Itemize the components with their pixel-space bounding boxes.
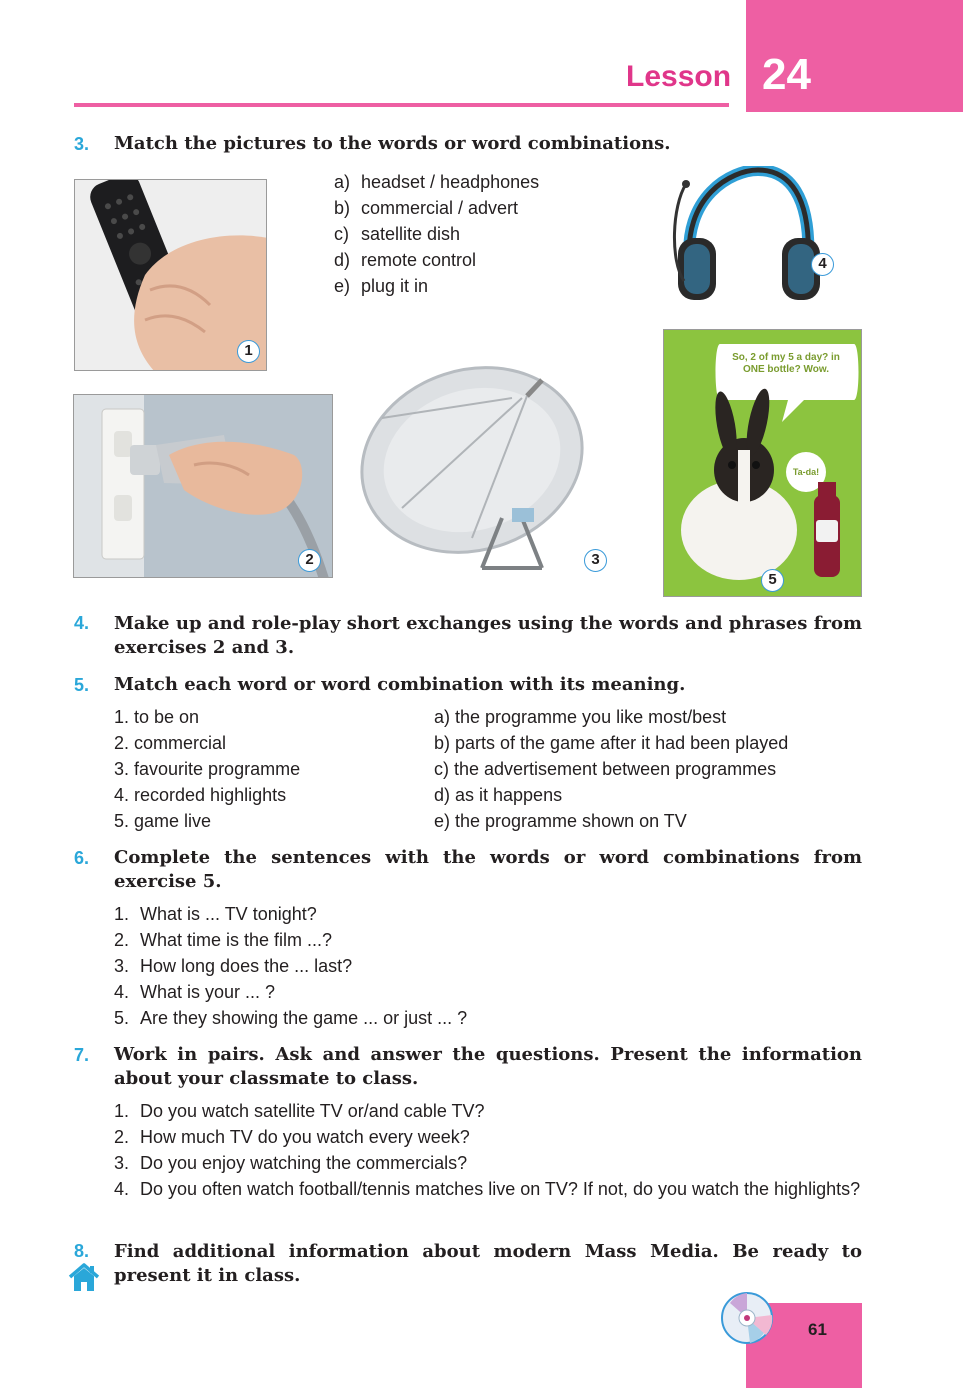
exercise-5-meanings — [434, 704, 788, 834]
list-item: e) plug it in — [334, 276, 429, 296]
list-item: 2. How much TV do you watch every week? — [114, 1127, 470, 1147]
picture-label-4: 4 — [811, 253, 834, 276]
exercise-3-title: Match the pictures to the words or word combinations. — [114, 133, 671, 154]
list-item: 4. recorded highlights — [114, 785, 287, 805]
list-item: c) satellite dish — [334, 224, 461, 244]
list-item: e) the programme shown on TV — [434, 811, 687, 831]
list-item: 5. game live — [114, 811, 212, 831]
list-item: 3. How long does the ... last? — [114, 956, 353, 976]
exercise-4-number: 4. — [74, 613, 90, 633]
satellite-dish-illustration — [352, 358, 610, 580]
list-item: a) headset / headphones — [334, 172, 540, 192]
exercise-5-title: Match each word or word combination with its meaning. — [114, 674, 686, 695]
exercise-3-word-list — [334, 169, 539, 299]
list-item: d) remote control — [334, 250, 477, 270]
header-rule — [74, 103, 729, 107]
home-icon — [68, 1262, 100, 1292]
advert-small-bubble-text: Ta-da! — [792, 467, 820, 477]
list-item: b) commercial / advert — [334, 198, 519, 218]
list-item: 1. What is ... TV tonight? — [114, 904, 317, 924]
remote-control-photo — [74, 179, 267, 371]
cd-disc-icon — [720, 1291, 774, 1345]
picture-label-2: 2 — [298, 549, 321, 572]
exercise-4-title: Make up and role-play short exchanges using the words and phrases from exercises 2 and 3. — [114, 613, 862, 658]
plug-photo — [73, 394, 333, 578]
list-item: 1. Do you watch satellite TV or/and cable TV? — [114, 1101, 485, 1121]
exercise-5-number: 5. — [74, 675, 90, 695]
headphones-illustration — [662, 166, 840, 304]
satellite-dish-photo — [352, 358, 610, 580]
exercise-6-title: Complete the sentences with the words or word combinations from exercise 5. — [114, 847, 862, 892]
lesson-number: 24 — [762, 50, 811, 99]
plug-illustration — [74, 395, 333, 578]
list-item: 2. What time is the film ...? — [114, 930, 333, 950]
advert-bubble-text: So, 2 of my 5 a day? in ONE bottle? Wow. — [732, 352, 840, 375]
exercise-7-questions — [114, 1098, 862, 1202]
exercise-6-number: 6. — [74, 848, 90, 868]
picture-label-5: 5 — [761, 569, 784, 592]
list-item: 3. favourite programme — [114, 759, 301, 779]
exercise-8-title: Find additional information about modern Mass Media. Be ready to present it in class. — [114, 1241, 862, 1286]
picture-label-3: 3 — [584, 549, 607, 572]
list-item: b) parts of the game after it had been played — [434, 733, 789, 753]
rabbit-advert-photo — [663, 329, 862, 597]
list-item: 4. What is your ... ? — [114, 982, 276, 1002]
remote-control-illustration — [75, 180, 267, 371]
page-number: 61 — [808, 1320, 827, 1339]
list-item: c) the advertisement between programmes — [434, 759, 777, 779]
exercise-3-number: 3. — [74, 134, 90, 154]
list-item: a) the programme you like most/best — [434, 707, 727, 727]
lesson-label: Lesson — [626, 60, 732, 93]
exercise-8-number: 8. — [74, 1241, 90, 1261]
list-item: 4. Do you often watch football/tennis matches live on TV? If not, do you watch the highlights? — [114, 1179, 861, 1199]
list-item: 1. to be on — [114, 707, 200, 727]
exercise-7-title: Work in pairs. Ask and answer the questions. Present the information about your classmate to class. — [114, 1044, 862, 1089]
list-item: 2. commercial — [114, 733, 227, 753]
list-item: 3. Do you enjoy watching the commercials? — [114, 1153, 468, 1173]
list-item: d) as it happens — [434, 785, 563, 805]
headphones-photo — [662, 166, 840, 304]
exercise-7-number: 7. — [74, 1045, 90, 1065]
exercise-6-sentences — [114, 901, 467, 1031]
exercise-5-terms — [114, 704, 300, 834]
picture-label-1: 1 — [237, 340, 260, 363]
list-item: 5. Are they showing the game ... or just ... ? — [114, 1008, 468, 1028]
